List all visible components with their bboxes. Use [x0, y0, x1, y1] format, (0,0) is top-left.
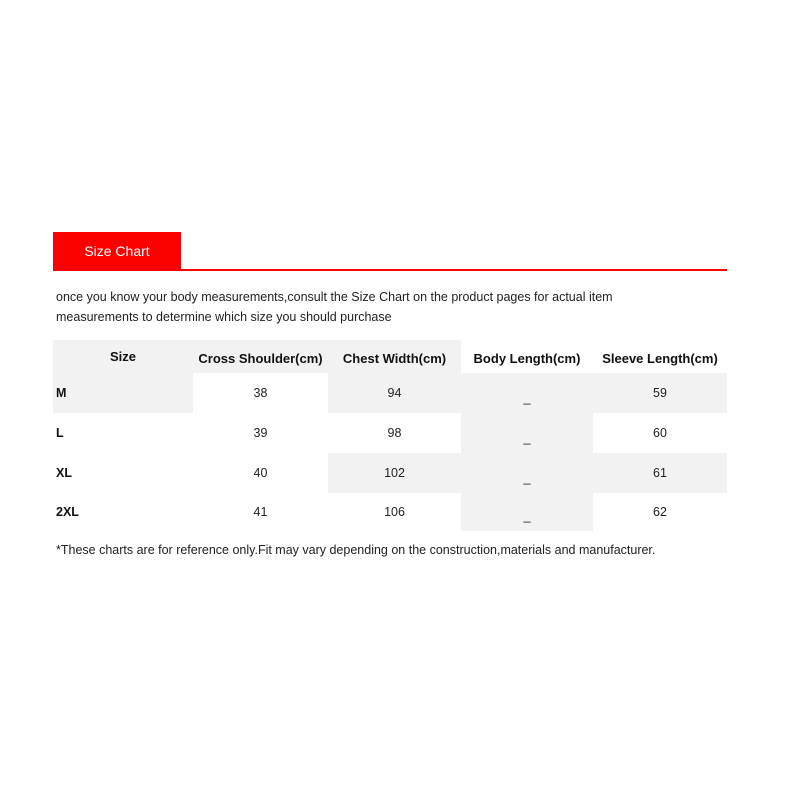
chest-width-m: 94	[387, 386, 402, 400]
size-label-xl: XL	[56, 466, 72, 480]
header-divider	[53, 269, 727, 271]
cross-shoulder-2xl: 41	[253, 505, 268, 519]
body-length-2xl: _	[523, 509, 531, 523]
column-header-cross-shoulder: Cross Shoulder(cm)	[198, 350, 323, 366]
body-length-xl: _	[523, 471, 531, 485]
sleeve-length-l: 60	[653, 426, 667, 440]
size-label-2xl: 2XL	[56, 505, 79, 519]
chest-width-l: 98	[387, 426, 402, 440]
size-chart-header	[53, 232, 727, 272]
disclaimer-footnote: *These charts are for reference only.Fit may vary depending on the construction,materials and manufacturer.	[56, 543, 656, 557]
sleeve-length-m: 59	[653, 386, 667, 400]
cross-shoulder-m: 38	[253, 386, 268, 400]
size-label-m: M	[56, 386, 67, 400]
sleeve-length-xl: 61	[653, 466, 667, 480]
body-length-m: _	[523, 391, 531, 405]
body-length-l: _	[523, 431, 531, 445]
size-chart-tab: Size Chart	[53, 232, 181, 270]
column-header-chest-width: Chest Width(cm)	[342, 350, 447, 366]
column-header-size: Size	[109, 349, 136, 364]
chest-width-xl: 102	[384, 466, 405, 480]
cross-shoulder-l: 39	[253, 426, 268, 440]
column-header-body-length: Body Length(cm)	[473, 350, 581, 366]
column-header-sleeve-length: Sleeve Length(cm)	[602, 350, 718, 366]
chest-width-2xl: 106	[384, 505, 405, 519]
cross-shoulder-xl: 40	[253, 466, 268, 480]
size-table	[53, 340, 727, 532]
intro-line-2: measurements to determine which size you should purchase	[56, 310, 392, 324]
sleeve-length-2xl: 62	[653, 505, 667, 519]
intro-text	[56, 287, 696, 327]
intro-line-1: once you know your body measurements,consult the Size Chart on the product pages for actual item	[56, 290, 613, 304]
size-label-l: L	[56, 426, 64, 440]
